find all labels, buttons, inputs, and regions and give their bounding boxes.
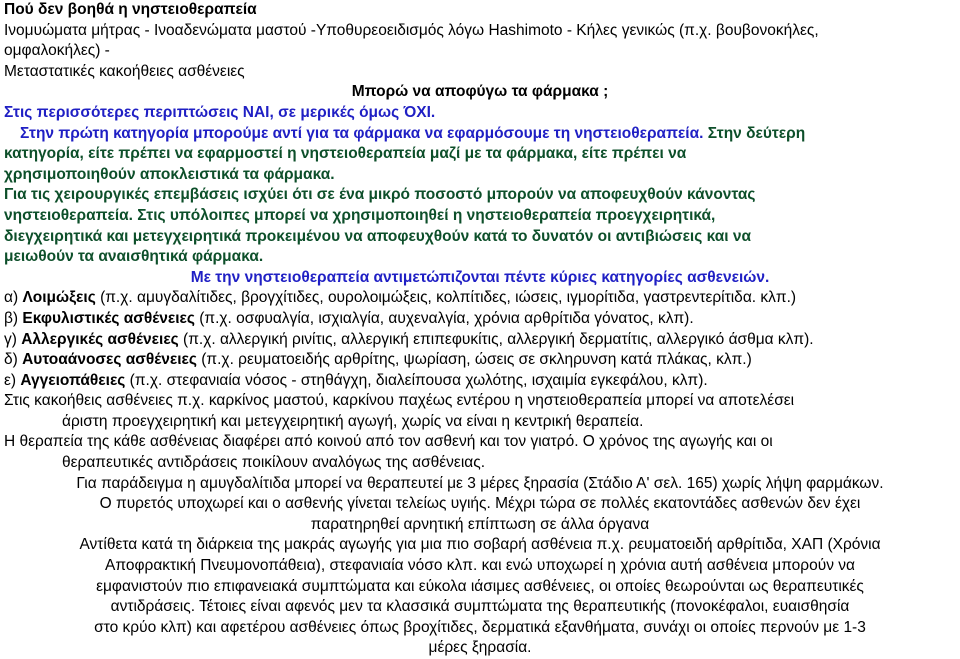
category-desc: (π.χ. οσφυαλγία, ισχιαλγία, αυχεναλγία, χρόνια αρθρίτιδα γόνατος, κλπ). bbox=[194, 309, 694, 327]
green-paragraph-line: κατηγορία, είτε πρέπει να εφαρμοστεί η νηστειοθεραπεία μαζί με τα φάρμακα, είτε πρέπει να bbox=[4, 145, 687, 163]
category-name: Αλλεργικές ασθένειες bbox=[21, 330, 179, 348]
category-item bbox=[4, 288, 956, 309]
categories-heading: Με την νηστειοθεραπεία αντιμετώπιζονται πέντε κύριες κατηγορίες ασθενειών. bbox=[190, 268, 770, 286]
body-line: στο κρύο κλπ) και αφετέρου ασθένειες όπως βροχίτιδες, δερματικά εξανθήματα, συνάχι οι οποίες περνούν με 1-3 bbox=[94, 618, 866, 636]
body-line: Στις κακοήθεις ασθένειες π.χ. καρκίνος μαστού, καρκίνου παχέως εντέρου η νηστειοθεραπεία μπορεί να αποτελέσει bbox=[4, 392, 795, 410]
body-line: παρατηρηθεί αρνητική επίπτωση σε άλλα όργανα bbox=[310, 515, 650, 533]
body-line: μέρες ξηρασία. bbox=[428, 639, 532, 657]
page-title: Πού δεν βοηθά η νηστειοθεραπεία bbox=[4, 1, 257, 18]
question-answer: Στις περισσότερες περιπτώσεις ΝΑΙ, σε μερικές όμως ΌΧΙ. bbox=[4, 103, 436, 121]
category-name: Εκφυλιστικές ασθένειες bbox=[22, 309, 195, 327]
category-prefix: α) bbox=[4, 289, 23, 307]
category-prefix: ε) bbox=[4, 371, 21, 389]
green-paragraph-line: Για τις χειρουργικές επεμβάσεις ισχύει ότι σε ένα μικρό ποσοστό μπορούν να αποφευχθούν κάνοντας bbox=[4, 186, 756, 204]
category-name: Αυτοαάνοσες ασθένειες bbox=[22, 351, 197, 369]
green-paragraph-line bbox=[4, 124, 956, 145]
category-desc: (π.χ. αμυγδαλίτιδες, βρογχίτιδες, ουρολοιμώξεις, κολπίτιδες, ιώσεις, ιγμορίτιδα, γαστρεντερίτιδα. κλπ.) bbox=[95, 289, 797, 307]
second-category-start: Στην δεύτερη bbox=[703, 124, 806, 142]
surgery-text: νηστειοθεραπεία. bbox=[4, 206, 133, 224]
question-heading: Μπορώ να αποφύγω τα φάρμακα ; bbox=[351, 83, 609, 101]
excluded-list-line: Ινομυώματα μήτρας - Ινοαδενώματα μαστού -Υποθυρεοειδισμός λόγω Hashimoto - Κήλες γενικώς (π.χ. βουβονοκήλες, bbox=[4, 21, 819, 39]
body-line: θεραπευτικές αντιδράσεις ποικίλουν αναλόγως της ασθένειας. bbox=[62, 454, 486, 472]
category-name: Λοιμώξεις bbox=[22, 289, 96, 307]
category-name: Αγγειοπάθειες bbox=[20, 371, 126, 389]
body-line: Ο πυρετός υποχωρεί και ο ασθενής γίνεται τελείως υγιής. Μέχρι τώρα σε πολλές εκατοντάδες ασθενών δεν έχει bbox=[99, 495, 861, 513]
category-item bbox=[4, 309, 956, 330]
category-item bbox=[4, 371, 956, 392]
body-line: αντιδράσεις. Τέτοιες είναι αφενός μεν τα κλασσικά συμπτώματα της θεραπευτικής (πονοκέφαλοι, ευαισθησία bbox=[110, 598, 850, 616]
surgery-text-cont: Στις υπόλοιπες μπορεί να χρησιμοποιηθεί η νηστειοθεραπεία προεγχειρητικά, bbox=[132, 206, 716, 224]
category-prefix: β) bbox=[4, 309, 23, 327]
category-item bbox=[4, 350, 956, 371]
excluded-list-line: Μεταστατικές κακοήθειες ασθένειες bbox=[4, 62, 245, 80]
body-line: Αποφρακτική Πνευμονοπάθεια), στεφανιαία νόσο κλπ. και ενώ υποχωρεί η χρόνια αυτή ασθένεια μπορούν να bbox=[105, 557, 855, 575]
body-line: Για παράδειγμα η αμυγδαλίτιδα μπορεί να θεραπευτεί με 3 μέρες ξηρασία (Στάδιο Α' σελ. 165) χωρίς λήψη φαρμάκων. bbox=[76, 474, 884, 492]
body-line: Η θεραπεία της κάθε ασθένειας διαφέρει από κοινού από τον ασθενή και τον γιατρό. Ο χρόνος της αγωγής και οι bbox=[4, 433, 773, 451]
category-desc: (π.χ. αλλεργική ρινίτις, αλλεργική επιπεφυκίτις, αλλεργική δερματίτις, αλλεργικό άσθμα κλπ). bbox=[178, 330, 814, 348]
category-prefix: δ) bbox=[4, 351, 23, 369]
green-paragraph-line: διεγχειρητικά και μετεγχειρητικά προκειμένου να αποφευχθούν κατά το δυνατόν οι αντιβιώσεις και να bbox=[4, 227, 752, 245]
first-category-sentence: Στην πρώτη κατηγορία μπορούμε αντί για τα φάρμακα να εφαρμόσουμε τη νηστειοθεραπεία. bbox=[20, 124, 704, 142]
body-line: εμφανιστούν πιο επιφανειακά συμπτώματα και εύκολα ιάσιμες ασθένειες, οι οποίες θεωρούνται ως θεραπευτικές bbox=[96, 577, 864, 595]
category-desc: (π.χ. ρευματοειδής αρθρίτης, ψωρίαση, ώσεις σε σκληρυνση κατά πλάκας, κλπ.) bbox=[196, 351, 752, 369]
excluded-list-line: ομφαλοκήλες) - bbox=[4, 42, 110, 60]
category-item bbox=[4, 330, 956, 351]
category-desc: (π.χ. στεφανιαία νόσος - στηθάγχη, διαλείπουσα χωλότης, ισχαιμία εγκεφάλου, κλπ). bbox=[125, 371, 708, 389]
green-paragraph-line: χρησιμοποιηθούν αποκλειστικά τα φάρμακα. bbox=[4, 165, 335, 183]
body-line: άριστη προεγχειρητική και μετεγχειρητική αγωγή, χωρίς να είναι η κεντρική θεραπεία. bbox=[62, 412, 644, 430]
green-paragraph-line bbox=[4, 206, 956, 227]
category-prefix: γ) bbox=[4, 330, 22, 348]
green-paragraph-line: μειωθούν τα αναισθητικά φάρμακα. bbox=[4, 248, 264, 266]
body-line: Αντίθετα κατά τη διάρκεια της μακράς αγωγής για μια πιο σοβαρή ασθένεια π.χ. ρευματοειδή αρθρίτιδα, ΧΑΠ (Χρόνια bbox=[79, 536, 881, 554]
